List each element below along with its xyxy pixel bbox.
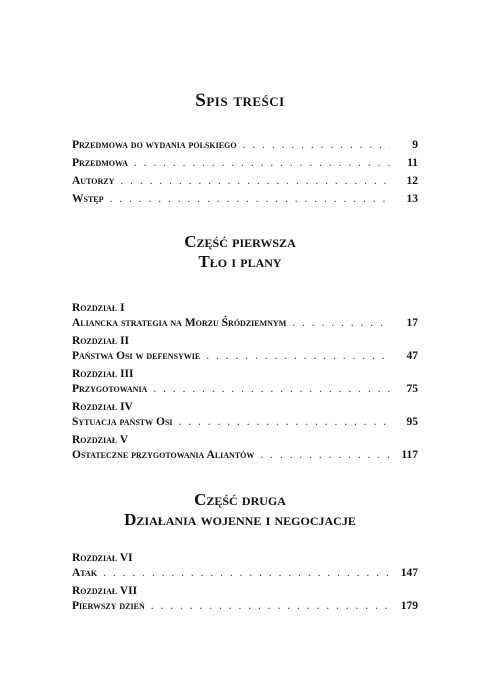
toc-entry[interactable] bbox=[72, 138, 418, 152]
entry-page-number: 179 bbox=[400, 600, 418, 612]
dot-leader bbox=[103, 566, 390, 580]
entry-label: Aliancka strategia na Morzu Śródziemnym bbox=[72, 317, 287, 329]
dot-leader bbox=[260, 448, 390, 462]
entry-page-number: 13 bbox=[406, 193, 418, 205]
toc-entry[interactable] bbox=[72, 382, 418, 396]
part-heading bbox=[0, 232, 480, 272]
entry-label: Wstęp bbox=[72, 193, 104, 205]
entry-page-number: 75 bbox=[406, 383, 418, 395]
entry-page-number: 11 bbox=[407, 157, 418, 169]
chapter-number: Rozdział VI bbox=[72, 552, 133, 564]
part-title: Działania wojenne i negocjacje bbox=[124, 510, 356, 529]
entry-label: Pierwszy dzień bbox=[72, 600, 145, 612]
entry-page-number: 147 bbox=[400, 567, 418, 579]
dot-leader bbox=[243, 138, 390, 152]
toc-title: Spis treści bbox=[195, 90, 285, 111]
chapter-number: Rozdział IV bbox=[72, 401, 133, 413]
toc-entry[interactable] bbox=[72, 349, 418, 363]
entry-page-number: 12 bbox=[406, 175, 418, 187]
entry-label: Ostateczne przygotowania Aliantów bbox=[72, 449, 255, 461]
entry-label: Przedmowa do wydania polskiego bbox=[72, 139, 237, 151]
toc-entry[interactable] bbox=[72, 192, 418, 206]
dot-leader bbox=[110, 192, 390, 206]
dot-leader bbox=[206, 349, 390, 363]
entry-page-number: 9 bbox=[412, 139, 418, 151]
entry-label: Przedmowa bbox=[72, 157, 128, 169]
toc-entry[interactable] bbox=[72, 316, 418, 330]
toc-entry[interactable] bbox=[72, 415, 418, 429]
entry-page-number: 95 bbox=[406, 416, 418, 428]
toc-entry[interactable] bbox=[72, 599, 418, 613]
dot-leader bbox=[153, 382, 390, 396]
part-number: Część druga bbox=[194, 490, 286, 509]
entry-page-number: 47 bbox=[406, 350, 418, 362]
entry-label: Sytuacja państw Osi bbox=[72, 416, 173, 428]
toc-entry[interactable] bbox=[72, 566, 418, 580]
chapter-number: Rozdział I bbox=[72, 302, 125, 314]
entry-label: Przygotowania bbox=[72, 383, 148, 395]
entry-page-number: 17 bbox=[406, 317, 418, 329]
part-heading bbox=[0, 490, 480, 530]
entry-label: Atak bbox=[72, 567, 98, 579]
toc-entry[interactable] bbox=[72, 156, 418, 170]
chapter-number: Rozdział V bbox=[72, 434, 129, 446]
chapter-number: Rozdział III bbox=[72, 368, 134, 380]
dot-leader bbox=[134, 156, 390, 170]
toc-entry[interactable] bbox=[72, 174, 418, 188]
entry-label: Autorzy bbox=[72, 175, 115, 187]
part-title: Tło i plany bbox=[198, 252, 282, 271]
toc-entry[interactable] bbox=[72, 448, 418, 462]
dot-leader bbox=[151, 599, 390, 613]
entry-page-number: 117 bbox=[401, 449, 418, 461]
entry-label: Państwa Osi w defensywie bbox=[72, 350, 201, 362]
dot-leader bbox=[292, 316, 390, 330]
chapter-number: Rozdział VII bbox=[72, 585, 138, 597]
dot-leader bbox=[120, 174, 390, 188]
chapter-number: Rozdział II bbox=[72, 335, 130, 347]
dot-leader bbox=[179, 415, 390, 429]
part-number: Część pierwsza bbox=[184, 232, 296, 251]
